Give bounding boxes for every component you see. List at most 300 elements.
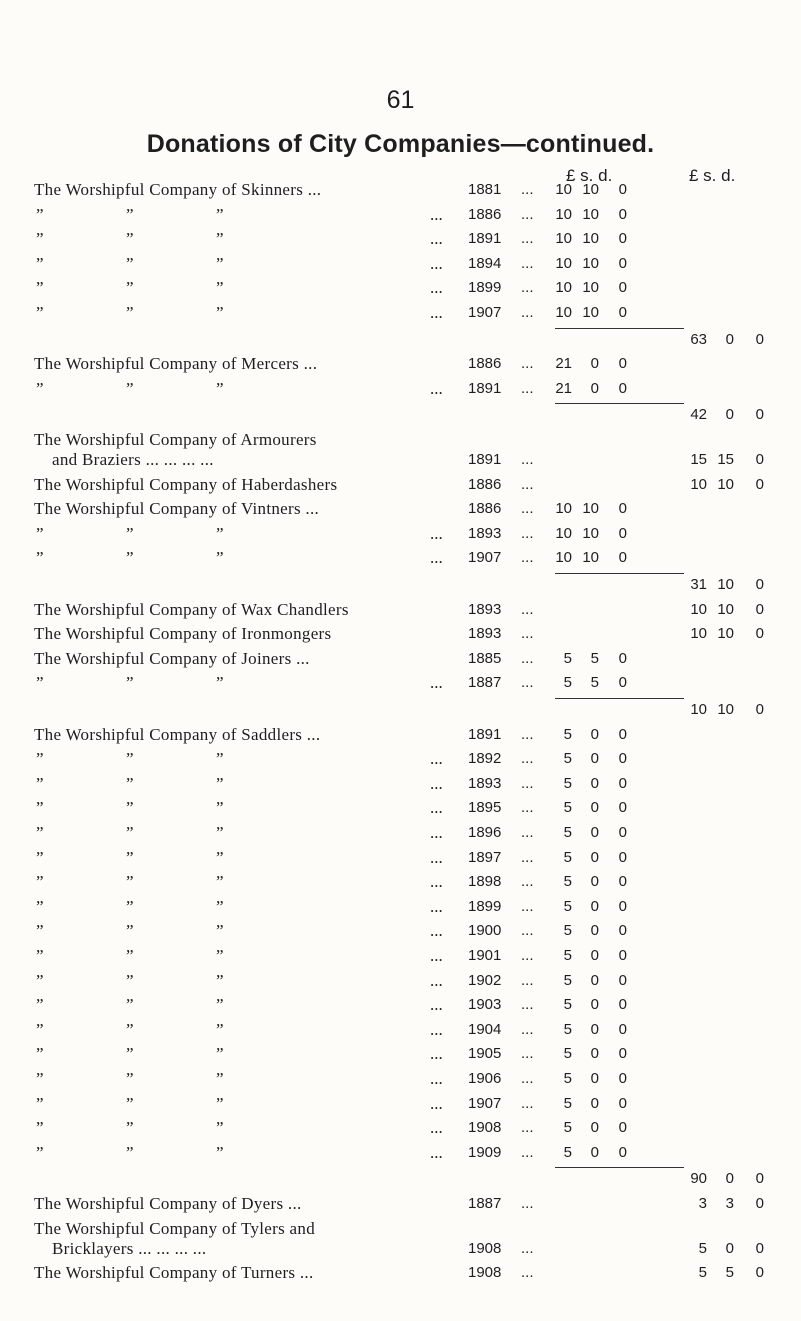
ditto-mark: ” bbox=[126, 896, 134, 916]
total-shillings: 3 bbox=[725, 1195, 734, 1212]
company-name: The Worshipful Company of Wax Chandlers bbox=[34, 599, 349, 619]
ditto-mark: ” bbox=[36, 1142, 44, 1162]
total-shillings: 0 bbox=[725, 1239, 734, 1257]
amount-pounds: 21 bbox=[555, 379, 572, 397]
amount-pence: 0 bbox=[618, 1070, 627, 1087]
leader-dots: ... bbox=[521, 873, 534, 891]
ditto-mark: ” bbox=[216, 1069, 224, 1088]
ditto-mark: ” bbox=[36, 823, 44, 842]
total-pence: 0 bbox=[755, 701, 764, 718]
donation-year: 1908 bbox=[468, 1119, 502, 1137]
total-pounds: 42 bbox=[690, 406, 707, 424]
ditto-mark: ” bbox=[216, 1044, 224, 1064]
company-name-continued: and Braziers ... ... ... ... bbox=[52, 450, 214, 469]
amount-pounds: 5 bbox=[563, 947, 572, 964]
amount-shillings: 0 bbox=[590, 1020, 599, 1038]
ditto-mark: ” bbox=[36, 970, 44, 990]
table-row bbox=[0, 276, 801, 300]
total-pence: 0 bbox=[755, 1239, 764, 1257]
ditto-mark: ” bbox=[36, 896, 44, 916]
ditto-marks bbox=[34, 276, 464, 300]
amount-shillings: 0 bbox=[590, 1045, 599, 1063]
amount-shillings: 10 bbox=[582, 205, 599, 223]
table-row bbox=[0, 252, 801, 276]
ditto-marks bbox=[34, 377, 464, 401]
ditto-marks bbox=[34, 1067, 464, 1091]
table-row bbox=[0, 895, 801, 919]
ditto-marks bbox=[34, 796, 464, 820]
total-pence: 0 bbox=[755, 576, 764, 593]
leader-dots: ... bbox=[430, 1118, 443, 1138]
leader-dots: ... bbox=[521, 475, 534, 493]
leader-dots: ... bbox=[430, 548, 443, 568]
donation-year: 1895 bbox=[468, 799, 502, 817]
ditto-mark: ” bbox=[36, 204, 44, 224]
total-shillings: 10 bbox=[717, 625, 734, 643]
amount-shillings: 0 bbox=[590, 897, 599, 915]
total-pounds: 31 bbox=[690, 576, 707, 593]
donation-year: 1898 bbox=[468, 873, 502, 891]
amount-pounds: 5 bbox=[563, 1070, 572, 1087]
amount-pence: 0 bbox=[618, 1045, 627, 1063]
table-row bbox=[0, 497, 801, 521]
donation-year: 1908 bbox=[468, 1239, 502, 1257]
subtotal-row bbox=[0, 573, 801, 597]
table-row bbox=[0, 747, 801, 771]
leader-dots: ... bbox=[430, 1019, 443, 1039]
table-row bbox=[0, 723, 801, 747]
table-row bbox=[0, 377, 801, 401]
donation-year: 1881 bbox=[468, 181, 502, 198]
ditto-marks bbox=[34, 821, 464, 845]
total-pounds: 5 bbox=[698, 1264, 707, 1282]
leader-dots: ... bbox=[430, 378, 443, 398]
company-name: The Worshipful Company of Mercers ... bbox=[34, 354, 318, 374]
ditto-mark: ” bbox=[216, 548, 224, 568]
ditto-mark: ” bbox=[216, 204, 224, 224]
donation-year: 1894 bbox=[468, 254, 502, 272]
amount-pounds: 10 bbox=[555, 524, 572, 542]
ditto-mark: ” bbox=[216, 921, 224, 941]
ditto-mark: ” bbox=[126, 970, 134, 990]
ditto-mark: ” bbox=[216, 1118, 224, 1138]
leader-dots: ... bbox=[430, 1093, 443, 1113]
leader-dots: ... bbox=[430, 253, 443, 273]
amount-pence: 0 bbox=[618, 947, 627, 964]
amount-shillings: 0 bbox=[590, 750, 599, 768]
leader-dots: ... bbox=[521, 451, 534, 468]
amount-pounds: 10 bbox=[555, 254, 572, 272]
table-row bbox=[0, 1261, 801, 1285]
leader-dots: ... bbox=[521, 1264, 534, 1282]
amount-pence: 0 bbox=[618, 848, 627, 866]
ditto-mark: ” bbox=[126, 523, 134, 543]
amount-pence: 0 bbox=[618, 254, 627, 272]
amount-pounds: 5 bbox=[563, 725, 572, 743]
donation-year: 1887 bbox=[468, 674, 502, 692]
ditto-marks bbox=[34, 747, 464, 771]
total-pence: 0 bbox=[755, 406, 764, 424]
total-shillings: 5 bbox=[725, 1264, 734, 1282]
ditto-mark: ” bbox=[126, 1142, 134, 1162]
ditto-mark: ” bbox=[216, 995, 224, 1015]
amount-pounds: 5 bbox=[563, 799, 572, 817]
ditto-mark: ” bbox=[36, 872, 44, 892]
company-name: The Worshipful Company of Turners ... bbox=[34, 1263, 314, 1283]
page-title: Donations of City Companies—continued. bbox=[146, 130, 655, 158]
donation-year: 1902 bbox=[468, 971, 502, 989]
amount-shillings: 10 bbox=[582, 524, 599, 542]
ditto-mark: ” bbox=[126, 773, 134, 793]
ditto-mark: ” bbox=[216, 798, 224, 818]
amount-shillings: 0 bbox=[590, 873, 599, 891]
donation-year: 1909 bbox=[468, 1143, 502, 1161]
subtotal-row bbox=[0, 403, 801, 427]
ditto-mark: ” bbox=[126, 378, 134, 398]
amount-pence: 0 bbox=[618, 897, 627, 915]
ditto-mark: ” bbox=[36, 523, 44, 543]
ditto-mark: ” bbox=[216, 946, 224, 965]
donation-year: 1886 bbox=[468, 475, 502, 493]
ditto-mark: ” bbox=[36, 253, 44, 273]
ditto-mark: ” bbox=[126, 673, 134, 693]
total-pence: 0 bbox=[755, 1170, 764, 1188]
ditto-mark: ” bbox=[216, 229, 224, 249]
ditto-marks bbox=[34, 522, 464, 546]
total-shillings: 10 bbox=[717, 701, 734, 718]
table-row bbox=[0, 227, 801, 251]
total-pounds: 10 bbox=[690, 625, 707, 643]
amount-pounds: 10 bbox=[555, 549, 572, 567]
donation-year: 1907 bbox=[468, 549, 502, 567]
total-shillings: 0 bbox=[725, 1170, 734, 1188]
donation-year: 1886 bbox=[468, 355, 502, 373]
amount-pounds: 5 bbox=[563, 848, 572, 866]
donation-year: 1891 bbox=[468, 230, 502, 248]
leader-dots: ... bbox=[521, 725, 534, 743]
leader-dots: ... bbox=[430, 229, 443, 249]
company-name: The Worshipful Company of Haberdashers bbox=[34, 474, 338, 494]
ditto-mark: ” bbox=[216, 970, 224, 990]
leader-dots: ... bbox=[521, 1045, 534, 1063]
amount-pounds: 5 bbox=[563, 1143, 572, 1161]
amount-pounds: 5 bbox=[563, 824, 572, 841]
ditto-mark: ” bbox=[126, 204, 134, 224]
leader-dots: ... bbox=[521, 971, 534, 989]
ditto-mark: ” bbox=[216, 523, 224, 543]
leader-dots: ... bbox=[521, 897, 534, 915]
total-shillings: 0 bbox=[725, 330, 734, 348]
table-row bbox=[0, 993, 801, 1017]
ditto-mark: ” bbox=[216, 1142, 224, 1162]
amount-pence: 0 bbox=[618, 1094, 627, 1112]
ditto-mark: ” bbox=[126, 548, 134, 568]
column-header-total: £ s. d. bbox=[689, 166, 736, 185]
table-row bbox=[0, 1092, 801, 1116]
amount-pounds: 5 bbox=[563, 1020, 572, 1038]
leader-dots: ... bbox=[430, 523, 443, 543]
leader-dots: ... bbox=[521, 996, 534, 1014]
table-row bbox=[0, 1042, 801, 1066]
table-row bbox=[0, 671, 801, 695]
table-row bbox=[0, 796, 801, 820]
ditto-marks bbox=[34, 1018, 464, 1042]
amount-pounds: 10 bbox=[555, 181, 572, 198]
amount-shillings: 0 bbox=[590, 824, 599, 841]
total-shillings: 10 bbox=[717, 475, 734, 493]
ditto-mark: ” bbox=[216, 278, 224, 298]
ditto-marks bbox=[34, 919, 464, 943]
table-row bbox=[0, 301, 801, 325]
total-shillings: 10 bbox=[717, 600, 734, 618]
amount-pounds: 5 bbox=[563, 774, 572, 792]
table-row bbox=[0, 178, 801, 202]
ditto-mark: ” bbox=[36, 995, 44, 1015]
leader-dots: ... bbox=[521, 750, 534, 768]
donation-year: 1900 bbox=[468, 922, 502, 940]
donation-year: 1896 bbox=[468, 824, 502, 841]
leader-dots: ... bbox=[430, 773, 443, 793]
donation-year: 1892 bbox=[468, 750, 502, 768]
ditto-mark: ” bbox=[36, 378, 44, 398]
ditto-mark: ” bbox=[36, 229, 44, 249]
leader-dots: ... bbox=[521, 304, 534, 321]
ditto-mark: ” bbox=[126, 1044, 134, 1064]
ditto-mark: ” bbox=[216, 378, 224, 398]
leader-dots: ... bbox=[430, 303, 443, 322]
leader-dots: ... bbox=[521, 922, 534, 940]
ditto-marks bbox=[34, 227, 464, 251]
leader-dots: ... bbox=[521, 649, 534, 667]
amount-pounds: 10 bbox=[555, 500, 572, 518]
ditto-mark: ” bbox=[126, 847, 134, 867]
ditto-mark: ” bbox=[126, 1019, 134, 1039]
amount-pence: 0 bbox=[618, 205, 627, 223]
leader-dots: ... bbox=[430, 921, 443, 941]
ditto-mark: ” bbox=[36, 548, 44, 568]
amount-pounds: 5 bbox=[563, 674, 572, 692]
amount-pounds: 5 bbox=[563, 1045, 572, 1063]
leader-dots: ... bbox=[521, 1119, 534, 1137]
ditto-mark: ” bbox=[216, 896, 224, 916]
amount-pounds: 21 bbox=[555, 355, 572, 373]
donation-year: 1905 bbox=[468, 1045, 502, 1063]
total-pounds: 90 bbox=[690, 1170, 707, 1188]
total-pounds: 3 bbox=[698, 1195, 707, 1212]
leader-dots: ... bbox=[430, 798, 443, 818]
amount-pounds: 5 bbox=[563, 750, 572, 768]
amount-pence: 0 bbox=[618, 824, 627, 841]
amount-pounds: 10 bbox=[555, 279, 572, 297]
table-row bbox=[0, 203, 801, 227]
amount-pence: 0 bbox=[618, 725, 627, 743]
leader-dots: ... bbox=[430, 673, 443, 693]
ditto-marks bbox=[34, 1141, 464, 1165]
total-pence: 0 bbox=[755, 625, 764, 643]
amount-shillings: 0 bbox=[590, 799, 599, 817]
total-shillings: 15 bbox=[717, 451, 734, 468]
leader-dots: ... bbox=[521, 524, 534, 542]
company-name: The Worshipful Company of Armourers bbox=[34, 430, 317, 449]
ditto-mark: ” bbox=[126, 303, 134, 322]
amount-shillings: 0 bbox=[590, 379, 599, 397]
ditto-mark: ” bbox=[216, 847, 224, 867]
company-name-continued: Bricklayers ... ... ... ... bbox=[52, 1238, 207, 1258]
ditto-mark: ” bbox=[36, 1044, 44, 1064]
donation-year: 1903 bbox=[468, 996, 502, 1014]
amount-shillings: 10 bbox=[582, 279, 599, 297]
amount-shillings: 10 bbox=[582, 230, 599, 248]
amount-shillings: 5 bbox=[590, 674, 599, 692]
ditto-mark: ” bbox=[126, 995, 134, 1015]
amount-pence: 0 bbox=[618, 774, 627, 792]
amount-pounds: 10 bbox=[555, 205, 572, 223]
amount-shillings: 0 bbox=[590, 922, 599, 940]
ditto-mark: ” bbox=[126, 278, 134, 298]
amount-pence: 0 bbox=[618, 500, 627, 518]
amount-pounds: 10 bbox=[555, 304, 572, 321]
leader-dots: ... bbox=[430, 1044, 443, 1064]
page-number: 61 bbox=[386, 86, 415, 114]
table-row bbox=[0, 1018, 801, 1042]
total-pence: 0 bbox=[755, 330, 764, 348]
donation-year: 1891 bbox=[468, 451, 502, 468]
leader-dots: ... bbox=[430, 946, 443, 965]
ditto-marks bbox=[34, 895, 464, 919]
table-row bbox=[0, 546, 801, 570]
company-name: The Worshipful Company of Tylers and bbox=[34, 1218, 315, 1238]
table-row bbox=[0, 1067, 801, 1091]
leader-dots: ... bbox=[521, 1094, 534, 1112]
subtotal-row bbox=[0, 1167, 801, 1191]
donation-year: 1887 bbox=[468, 1195, 502, 1212]
donation-year: 1893 bbox=[468, 600, 502, 618]
donation-year: 1897 bbox=[468, 848, 502, 866]
ditto-mark: ” bbox=[216, 253, 224, 273]
leader-dots: ... bbox=[430, 896, 443, 916]
leader-dots: ... bbox=[430, 749, 443, 769]
amount-shillings: 10 bbox=[582, 500, 599, 518]
ditto-mark: ” bbox=[36, 1118, 44, 1138]
table-row bbox=[0, 846, 801, 870]
column-header-itemized: £ s. d. bbox=[566, 166, 613, 185]
total-pounds: 10 bbox=[690, 475, 707, 493]
donation-year: 1899 bbox=[468, 897, 502, 915]
ditto-mark: ” bbox=[36, 921, 44, 941]
table-row bbox=[0, 1217, 801, 1258]
table-row bbox=[0, 1116, 801, 1140]
amount-pence: 0 bbox=[618, 1020, 627, 1038]
ditto-marks bbox=[34, 252, 464, 276]
amount-pence: 0 bbox=[618, 922, 627, 940]
donation-year: 1886 bbox=[468, 500, 502, 518]
leader-dots: ... bbox=[521, 230, 534, 248]
amount-pence: 0 bbox=[618, 1143, 627, 1161]
table-row bbox=[0, 821, 801, 845]
amount-pence: 0 bbox=[618, 549, 627, 567]
donation-year: 1886 bbox=[468, 205, 502, 223]
leader-dots: ... bbox=[521, 181, 534, 198]
table-row bbox=[0, 944, 801, 968]
ditto-mark: ” bbox=[126, 1118, 134, 1138]
amount-shillings: 0 bbox=[590, 1119, 599, 1137]
amount-pence: 0 bbox=[618, 799, 627, 817]
ditto-mark: ” bbox=[126, 1069, 134, 1088]
leader-dots: ... bbox=[521, 1195, 534, 1212]
amount-shillings: 0 bbox=[590, 1094, 599, 1112]
ditto-mark: ” bbox=[36, 1093, 44, 1113]
table-row bbox=[0, 428, 801, 469]
donation-year: 1908 bbox=[468, 1264, 502, 1282]
leader-dots: ... bbox=[521, 1239, 534, 1257]
donation-year: 1893 bbox=[468, 524, 502, 542]
amount-pounds: 5 bbox=[563, 971, 572, 989]
donation-year: 1893 bbox=[468, 774, 502, 792]
ditto-mark: ” bbox=[216, 749, 224, 769]
ditto-mark: ” bbox=[126, 872, 134, 892]
ditto-mark: ” bbox=[216, 773, 224, 793]
amount-pounds: 5 bbox=[563, 996, 572, 1014]
company-name: The Worshipful Company of Saddlers ... bbox=[34, 724, 321, 744]
amount-pence: 0 bbox=[618, 181, 627, 198]
ditto-mark: ” bbox=[126, 229, 134, 249]
leader-dots: ... bbox=[430, 872, 443, 892]
amount-pounds: 5 bbox=[563, 922, 572, 940]
ditto-mark: ” bbox=[36, 749, 44, 769]
donation-year: 1893 bbox=[468, 625, 502, 643]
ditto-marks bbox=[34, 301, 464, 325]
total-pounds: 5 bbox=[698, 1239, 707, 1257]
leader-dots: ... bbox=[521, 600, 534, 618]
total-pounds: 63 bbox=[690, 330, 707, 348]
ditto-mark: ” bbox=[126, 1093, 134, 1113]
amount-shillings: 0 bbox=[590, 947, 599, 964]
amount-shillings: 10 bbox=[582, 181, 599, 198]
leader-dots: ... bbox=[521, 254, 534, 272]
total-pounds: 10 bbox=[690, 600, 707, 618]
ditto-mark: ” bbox=[216, 872, 224, 892]
leader-dots: ... bbox=[521, 355, 534, 373]
subtotal-row bbox=[0, 328, 801, 352]
ditto-mark: ” bbox=[36, 773, 44, 793]
amount-pence: 0 bbox=[618, 750, 627, 768]
amount-pence: 0 bbox=[618, 873, 627, 891]
ditto-mark: ” bbox=[36, 303, 44, 322]
ditto-mark: ” bbox=[126, 946, 134, 965]
donation-year: 1906 bbox=[468, 1070, 502, 1087]
ditto-mark: ” bbox=[216, 1093, 224, 1113]
amount-pence: 0 bbox=[618, 971, 627, 989]
total-pence: 0 bbox=[755, 600, 764, 618]
leader-dots: ... bbox=[430, 204, 443, 224]
donation-year: 1899 bbox=[468, 279, 502, 297]
ditto-marks bbox=[34, 546, 464, 570]
ditto-mark: ” bbox=[126, 253, 134, 273]
company-name: The Worshipful Company of Ironmongers bbox=[34, 624, 332, 644]
total-pence: 0 bbox=[755, 475, 764, 493]
amount-pence: 0 bbox=[618, 304, 627, 321]
leader-dots: ... bbox=[521, 674, 534, 692]
donation-year: 1907 bbox=[468, 1094, 502, 1112]
ditto-marks bbox=[34, 969, 464, 993]
ditto-mark: ” bbox=[216, 673, 224, 693]
amount-shillings: 0 bbox=[590, 355, 599, 373]
amount-pounds: 5 bbox=[563, 873, 572, 891]
donation-year: 1891 bbox=[468, 725, 502, 743]
company-name: The Worshipful Company of Joiners ... bbox=[34, 648, 310, 668]
ditto-mark: ” bbox=[36, 847, 44, 867]
leader-dots: ... bbox=[430, 1069, 443, 1088]
